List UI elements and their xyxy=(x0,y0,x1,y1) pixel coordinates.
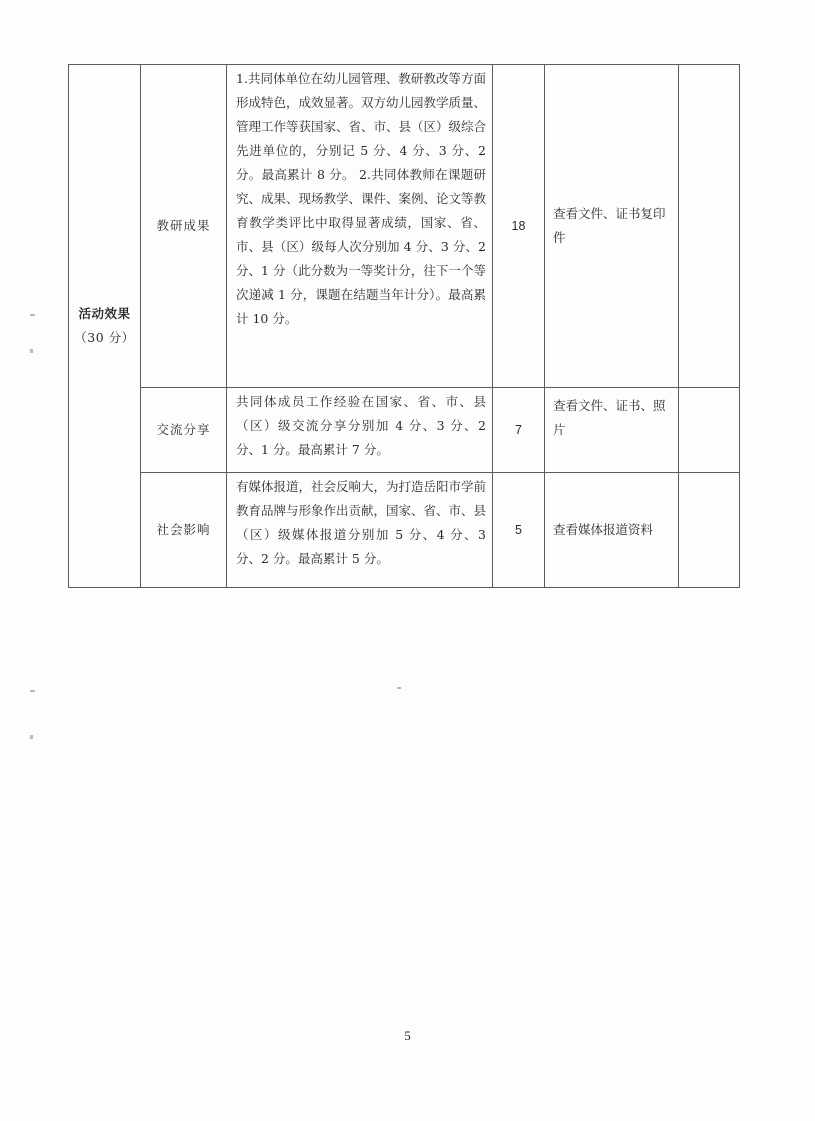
scan-speck xyxy=(30,349,33,353)
score-cell: 7 xyxy=(493,388,545,473)
table-row xyxy=(69,65,740,388)
method-text: 查看文件、证书复印件 xyxy=(553,206,666,245)
score-cell: 18 xyxy=(493,65,545,388)
blank-cell xyxy=(679,65,740,388)
category-label: 活动效果 xyxy=(78,306,131,321)
method-cell xyxy=(545,473,679,588)
table-row xyxy=(69,388,740,473)
criteria-cell: 有媒体报道，社会反响大，为打造岳阳市学前教育品牌与形象作出贡献，国家、省、市、县（区）级媒体报道分别加 5 分、4 分、3 分、2 分。最高累计 5 分。 xyxy=(227,473,493,588)
criteria-cell: 1.共同体单位在幼儿园管理、教研教改等方面形成特色，成效显著。双方幼儿园教学质量、管理工作等获国家、省、市、县（区）级综合先进单位的，分别记 5 分、4 分、3 分、2 分。最高累计 8 分。 2.共同体教师在课题研究、成果、现场教学、课件、案例、论文等教育教学类评比中取得显著成绩，国家、省、市、县（区）级每人次分别加 4 分、3 分、2 分、1 分（此分数为一等奖计分，往下一个等次递减 1 分，课题在结题当年计分）。最高累计 10 分。 xyxy=(227,65,493,388)
method-cell xyxy=(545,388,679,473)
category-cell xyxy=(69,65,141,588)
scan-speck xyxy=(30,735,33,739)
scan-speck xyxy=(30,314,35,316)
method-text: 查看媒体报道资料 xyxy=(553,522,654,537)
page-number: 5 xyxy=(404,1028,411,1043)
blank-cell xyxy=(679,388,740,473)
subcategory-cell: 教研成果 xyxy=(141,65,227,388)
category-points: （30 分） xyxy=(74,330,135,345)
method-cell xyxy=(545,65,679,388)
scan-speck xyxy=(30,690,35,692)
evaluation-table xyxy=(68,64,740,588)
table-row xyxy=(69,473,740,588)
subcategory-cell: 社会影响 xyxy=(141,473,227,588)
scan-speck xyxy=(397,687,401,689)
blank-cell xyxy=(679,473,740,588)
criteria-cell: 共同体成员工作经验在国家、省、市、县（区）级交流分享分别加 4 分、3 分、2 分、1 分。最高累计 7 分。 xyxy=(227,388,493,473)
method-text: 查看文件、证书、照片 xyxy=(553,398,666,437)
score-cell: 5 xyxy=(493,473,545,588)
subcategory-cell: 交流分享 xyxy=(141,388,227,473)
